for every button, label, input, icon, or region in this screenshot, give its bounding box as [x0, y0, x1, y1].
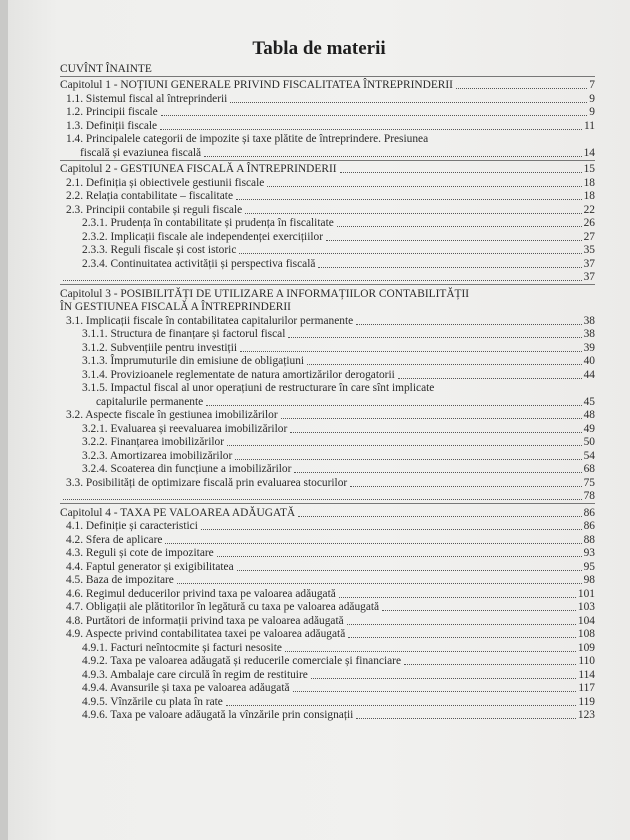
toc-line	[82, 695, 595, 709]
dot-leader	[165, 543, 581, 544]
toc-page-number: 98	[583, 574, 595, 586]
dot-leader	[160, 129, 582, 130]
toc-entry-label: 3.2.2. Finanțarea imobilizărilor	[82, 436, 225, 448]
toc-section-entry	[60, 628, 595, 642]
toc-section-entry	[60, 520, 595, 534]
toc-section-entry	[60, 463, 595, 477]
dot-leader	[201, 529, 582, 530]
toc-page-number: 45	[583, 395, 595, 408]
toc-line	[66, 314, 595, 328]
dot-leader	[288, 337, 581, 338]
toc-chapter-entry	[60, 79, 595, 93]
toc-page-number: 78	[583, 490, 595, 502]
dot-leader	[337, 226, 582, 227]
toc-line	[82, 395, 595, 409]
toc-line	[82, 422, 595, 436]
toc-entry-label: 4.8. Purtători de informații privind taxa pe valoarea adăugată	[66, 614, 344, 627]
toc-line	[82, 217, 595, 231]
toc-page-number: 123	[577, 709, 595, 721]
toc-line	[82, 328, 595, 342]
toc-line	[66, 133, 595, 147]
table-of-contents	[60, 62, 595, 722]
toc-line	[66, 520, 595, 534]
toc-line	[66, 628, 595, 642]
toc-chapter-entry	[60, 271, 595, 285]
toc-entry-label: capitalurile permanente	[96, 395, 204, 408]
dot-leader	[245, 213, 581, 214]
toc-line	[82, 382, 595, 396]
dot-leader	[227, 445, 582, 446]
toc-section-entry	[60, 355, 595, 369]
dot-leader	[356, 324, 581, 325]
dot-leader	[456, 88, 587, 89]
dot-leader	[239, 253, 581, 254]
dot-leader	[339, 597, 576, 598]
toc-section-entry	[60, 476, 595, 490]
toc-line	[60, 506, 595, 520]
toc-page-number: 86	[583, 520, 595, 532]
toc-line	[66, 560, 595, 574]
toc-entry-label: 2.3. Principii contabile și reguli fiscale	[66, 203, 243, 216]
toc-entry-label: 4.5. Baza de impozitare	[66, 574, 174, 586]
toc-line	[66, 106, 595, 120]
toc-entry-label: 4.9.2. Taxa pe valoarea adăugată și reducerile comerciale și financiare	[82, 655, 402, 667]
dot-leader	[293, 691, 577, 692]
toc-chapter-entry	[60, 62, 595, 76]
toc-entry-label: 4.9.3. Ambalaje care circulă în regim de restituire	[82, 668, 308, 681]
toc-page-number: 101	[577, 587, 595, 600]
toc-line	[66, 409, 595, 423]
toc-line	[66, 203, 595, 217]
dot-leader	[318, 267, 581, 268]
toc-page-number: 114	[578, 668, 595, 681]
toc-page-number: 9	[589, 92, 595, 105]
toc-line	[82, 449, 595, 463]
toc-line	[66, 176, 595, 190]
toc-entry-label: 1.2. Principii fiscale	[66, 106, 158, 118]
dot-leader	[235, 459, 581, 460]
toc-page-number: 27	[583, 230, 595, 243]
toc-entry-label: 2.3.1. Prudența în contabilitate și prudența în fiscalitate	[82, 217, 334, 229]
toc-line	[66, 587, 595, 601]
toc-entry-label: 4.3. Reguli și cote de impozitare	[66, 547, 214, 559]
toc-section-entry	[60, 92, 595, 106]
toc-entry-label: 4.4. Faptul generator și exigibilitatea	[66, 560, 234, 573]
toc-line	[82, 341, 595, 355]
toc-entry-label: Capitolul 4 - TAXA PE VALOAREA ADĂUGATĂ	[60, 506, 296, 519]
toc-page-number: 40	[583, 355, 595, 367]
toc-entry-label: Capitolul 1 - NOȚIUNI GENERALE PRIVIND FISCALITATEA ÎNTREPRINDERII	[60, 79, 453, 91]
toc-section-entry	[60, 695, 595, 709]
toc-line	[66, 547, 595, 561]
toc-entry-label: 4.9.5. Vînzările cu plata în rate	[82, 695, 223, 708]
toc-section-entry	[60, 203, 595, 217]
dot-leader	[294, 472, 581, 473]
toc-entry-label: 4.6. Regimul deducerilor privind taxa pe valoarea adăugată	[66, 587, 336, 600]
dot-leader	[347, 624, 576, 625]
toc-entry-label: 4.7. Obligații ale plătitorilor în legătură cu taxa pe valoarea adăugată	[66, 601, 380, 613]
toc-page-number: 54	[583, 449, 595, 462]
toc-page-number: 14	[583, 146, 595, 159]
toc-page-number: 39	[583, 341, 595, 354]
toc-section-entry	[60, 119, 595, 133]
dot-leader	[326, 240, 582, 241]
toc-page-number: 109	[577, 641, 595, 654]
dot-leader	[230, 102, 587, 103]
toc-entry-label: 4.9.4. Avansurile și taxa pe valoarea adăugată	[82, 682, 290, 694]
toc-chapter-entry	[60, 163, 595, 177]
toc-page-number: 117	[578, 682, 595, 694]
toc-section-entry	[60, 449, 595, 463]
toc-section-entry	[60, 106, 595, 120]
dot-leader	[285, 651, 576, 652]
toc-line	[66, 614, 595, 628]
toc-section-entry	[60, 709, 595, 723]
toc-section-entry	[60, 560, 595, 574]
toc-line	[60, 301, 595, 315]
toc-page-number: 95	[583, 560, 595, 573]
toc-page-number: 7	[589, 79, 595, 91]
toc-page-number: 37	[583, 271, 595, 283]
toc-page-number: 37	[583, 257, 595, 270]
toc-section-entry	[60, 655, 595, 669]
toc-line	[66, 92, 595, 106]
dot-leader	[63, 280, 582, 281]
toc-section-entry	[60, 614, 595, 628]
dot-leader	[350, 486, 581, 487]
toc-page-number: 50	[583, 436, 595, 448]
dot-leader	[237, 570, 582, 571]
toc-entry-label: 4.9.6. Taxa pe valoare adăugată la vînzările prin consignații	[82, 709, 354, 721]
toc-entry-label: 4.1. Definiție și caracteristici	[66, 520, 198, 532]
toc-entry-label: 4.9. Aspecte privind contabilitatea taxei pe valoarea adăugată	[66, 628, 346, 640]
toc-entry-label: 3.2.3. Amortizarea imobilizărilor	[82, 449, 233, 462]
toc-line	[82, 641, 595, 655]
dot-leader	[356, 718, 576, 719]
toc-entry-label: 3.1.4. Provizioanele reglementate de natura amortizărilor derogatorii	[82, 368, 395, 381]
toc-section-entry	[60, 382, 595, 409]
toc-section-entry	[60, 341, 595, 355]
toc-page-number: 48	[583, 409, 595, 421]
toc-entry-label: 2.3.3. Reguli fiscale și cost istoric	[82, 244, 237, 256]
toc-entry-label: 1.3. Definiții fiscale	[66, 119, 158, 132]
toc-entry-label: 3.1.5. Impactul fiscal al unor operațiuni de restructurare în care sînt implicate	[82, 382, 435, 394]
toc-section-entry	[60, 574, 595, 588]
toc-line	[82, 230, 595, 244]
toc-line	[66, 601, 595, 615]
toc-line	[82, 355, 595, 369]
toc-page-number: 18	[583, 176, 595, 189]
toc-page-number: 104	[577, 614, 595, 627]
toc-line	[66, 146, 595, 160]
toc-page-number: 86	[583, 506, 595, 519]
toc-chapter-entry	[60, 490, 595, 504]
toc-entry-label: Capitolul 3 - POSIBILITĂȚI DE UTILIZARE A INFORMAȚIILOR CONTABILITĂȚII	[60, 287, 470, 300]
toc-page-number: 108	[577, 628, 595, 640]
dot-leader	[204, 156, 581, 157]
toc-page-number: 68	[583, 463, 595, 475]
toc-line	[60, 62, 595, 76]
toc-page-number: 15	[583, 163, 595, 175]
toc-chapter-entry	[60, 287, 595, 314]
toc-line	[60, 287, 595, 301]
toc-line	[60, 271, 595, 285]
toc-entry-label: ÎN GESTIUNEA FISCALĂ A ÎNTREPRINDERII	[60, 301, 291, 313]
toc-line	[82, 463, 595, 477]
dot-leader	[311, 678, 577, 679]
page-title: Tabla de materii	[252, 38, 386, 59]
dot-leader	[177, 583, 582, 584]
toc-section-entry	[60, 436, 595, 450]
toc-section-entry	[60, 668, 595, 682]
toc-entry-label: 3.3. Posibilități de optimizare fiscală prin evaluarea stocurilor	[66, 476, 348, 489]
toc-line	[82, 436, 595, 450]
toc-line	[60, 490, 595, 504]
toc-line	[66, 119, 595, 133]
toc-page-number: 44	[583, 368, 595, 381]
toc-section-entry	[60, 314, 595, 328]
toc-line	[82, 257, 595, 271]
toc-section-entry	[60, 641, 595, 655]
toc-page-number: 11	[584, 119, 595, 132]
toc-page-number: 103	[577, 601, 595, 613]
book-page	[8, 0, 630, 840]
dot-leader	[161, 115, 588, 116]
toc-section-entry	[60, 133, 595, 160]
dot-leader	[267, 186, 581, 187]
toc-page-number: 38	[583, 314, 595, 327]
dot-leader	[382, 610, 576, 611]
toc-section-entry	[60, 217, 595, 231]
toc-entry-label: 3.2.1. Evaluarea și reevaluarea imobilizărilor	[82, 422, 288, 435]
dot-leader	[398, 378, 582, 379]
toc-page-number: 22	[583, 203, 595, 216]
toc-page-number: 35	[583, 244, 595, 256]
toc-section-entry	[60, 190, 595, 204]
dot-leader	[298, 516, 581, 517]
toc-line	[82, 668, 595, 682]
toc-entry-label: 3.2.4. Scoaterea din funcțiune a imobilizărilor	[82, 463, 292, 475]
dot-leader	[404, 664, 576, 665]
toc-line	[60, 79, 595, 93]
dot-leader	[236, 199, 582, 200]
toc-line	[82, 244, 595, 258]
toc-page-number: 9	[589, 106, 595, 118]
toc-entry-label: 2.2. Relația contabilitate – fiscalitate	[66, 190, 233, 202]
toc-section-entry	[60, 230, 595, 244]
dot-leader	[281, 418, 582, 419]
toc-page-number: 38	[583, 328, 595, 340]
dot-leader	[226, 705, 576, 706]
toc-entry-label: Capitolul 2 - GESTIUNEA FISCALĂ A ÎNTREPRINDERII	[60, 163, 337, 175]
toc-entry-label: 3.1. Implicații fiscale în contabilitatea capitalurilor permanente	[66, 314, 354, 327]
toc-entry-label: 3.1.2. Subvențiile pentru investiții	[82, 341, 238, 354]
dot-leader	[307, 364, 582, 365]
toc-section-entry	[60, 547, 595, 561]
toc-line	[66, 190, 595, 204]
toc-section-entry	[60, 533, 595, 547]
toc-entry-label: 1.4. Principalele categorii de impozite și taxe plătite de întreprindere. Presiunea	[66, 133, 429, 145]
toc-section-entry	[60, 422, 595, 436]
toc-entry-label: fiscală și evaziunea fiscală	[80, 146, 202, 159]
dot-leader	[217, 556, 582, 557]
dot-leader	[63, 499, 582, 500]
dot-leader	[340, 172, 582, 173]
toc-entry-label: 2.1. Definiția și obiectivele gestiunii fiscale	[66, 176, 265, 189]
toc-entry-label: 2.3.2. Implicații fiscale ale independenței exercițiilor	[82, 230, 324, 243]
toc-chapter-entry	[60, 506, 595, 520]
dot-leader	[240, 351, 582, 352]
toc-page-number: 93	[583, 547, 595, 559]
toc-page-number: 119	[578, 695, 595, 708]
toc-section-entry	[60, 601, 595, 615]
toc-page-number: 18	[583, 190, 595, 202]
toc-entry-label: 3.1.3. Împrumuturile din emisiune de obligațiuni	[82, 355, 305, 367]
toc-section-entry	[60, 244, 595, 258]
toc-line	[66, 574, 595, 588]
toc-section-entry	[60, 409, 595, 423]
toc-entry-label: 3.2. Aspecte fiscale în gestiunea imobilizărilor	[66, 409, 278, 421]
dot-leader	[290, 432, 581, 433]
toc-entry-label: 3.1.1. Structura de finanțare și factorul fiscal	[82, 328, 286, 340]
toc-entry-label: CUVÎNT ÎNAINTE	[60, 62, 152, 75]
toc-section-entry	[60, 257, 595, 271]
dot-leader	[206, 405, 581, 406]
toc-line	[66, 476, 595, 490]
toc-line	[66, 533, 595, 547]
toc-entry-label: 2.3.4. Continuitatea activității și perspectiva fiscală	[82, 257, 316, 270]
dot-leader	[348, 637, 576, 638]
toc-page-number: 26	[583, 217, 595, 229]
toc-page-number: 75	[583, 476, 595, 489]
toc-page-number: 110	[578, 655, 595, 667]
toc-section-entry	[60, 176, 595, 190]
toc-entry-label: 1.1. Sistemul fiscal al întreprinderii	[66, 92, 228, 105]
toc-page-number: 88	[583, 533, 595, 546]
toc-line	[82, 682, 595, 696]
toc-section-entry	[60, 587, 595, 601]
toc-line	[82, 368, 595, 382]
toc-page-number: 49	[583, 422, 595, 435]
toc-entry-label: 4.2. Sfera de aplicare	[66, 533, 163, 546]
toc-line	[60, 163, 595, 177]
toc-entry-label: 4.9.1. Facturi neîntocmite și facturi nesosite	[82, 641, 282, 654]
toc-line	[82, 655, 595, 669]
toc-section-entry	[60, 368, 595, 382]
toc-section-entry	[60, 682, 595, 696]
toc-line	[82, 709, 595, 723]
toc-section-entry	[60, 328, 595, 342]
